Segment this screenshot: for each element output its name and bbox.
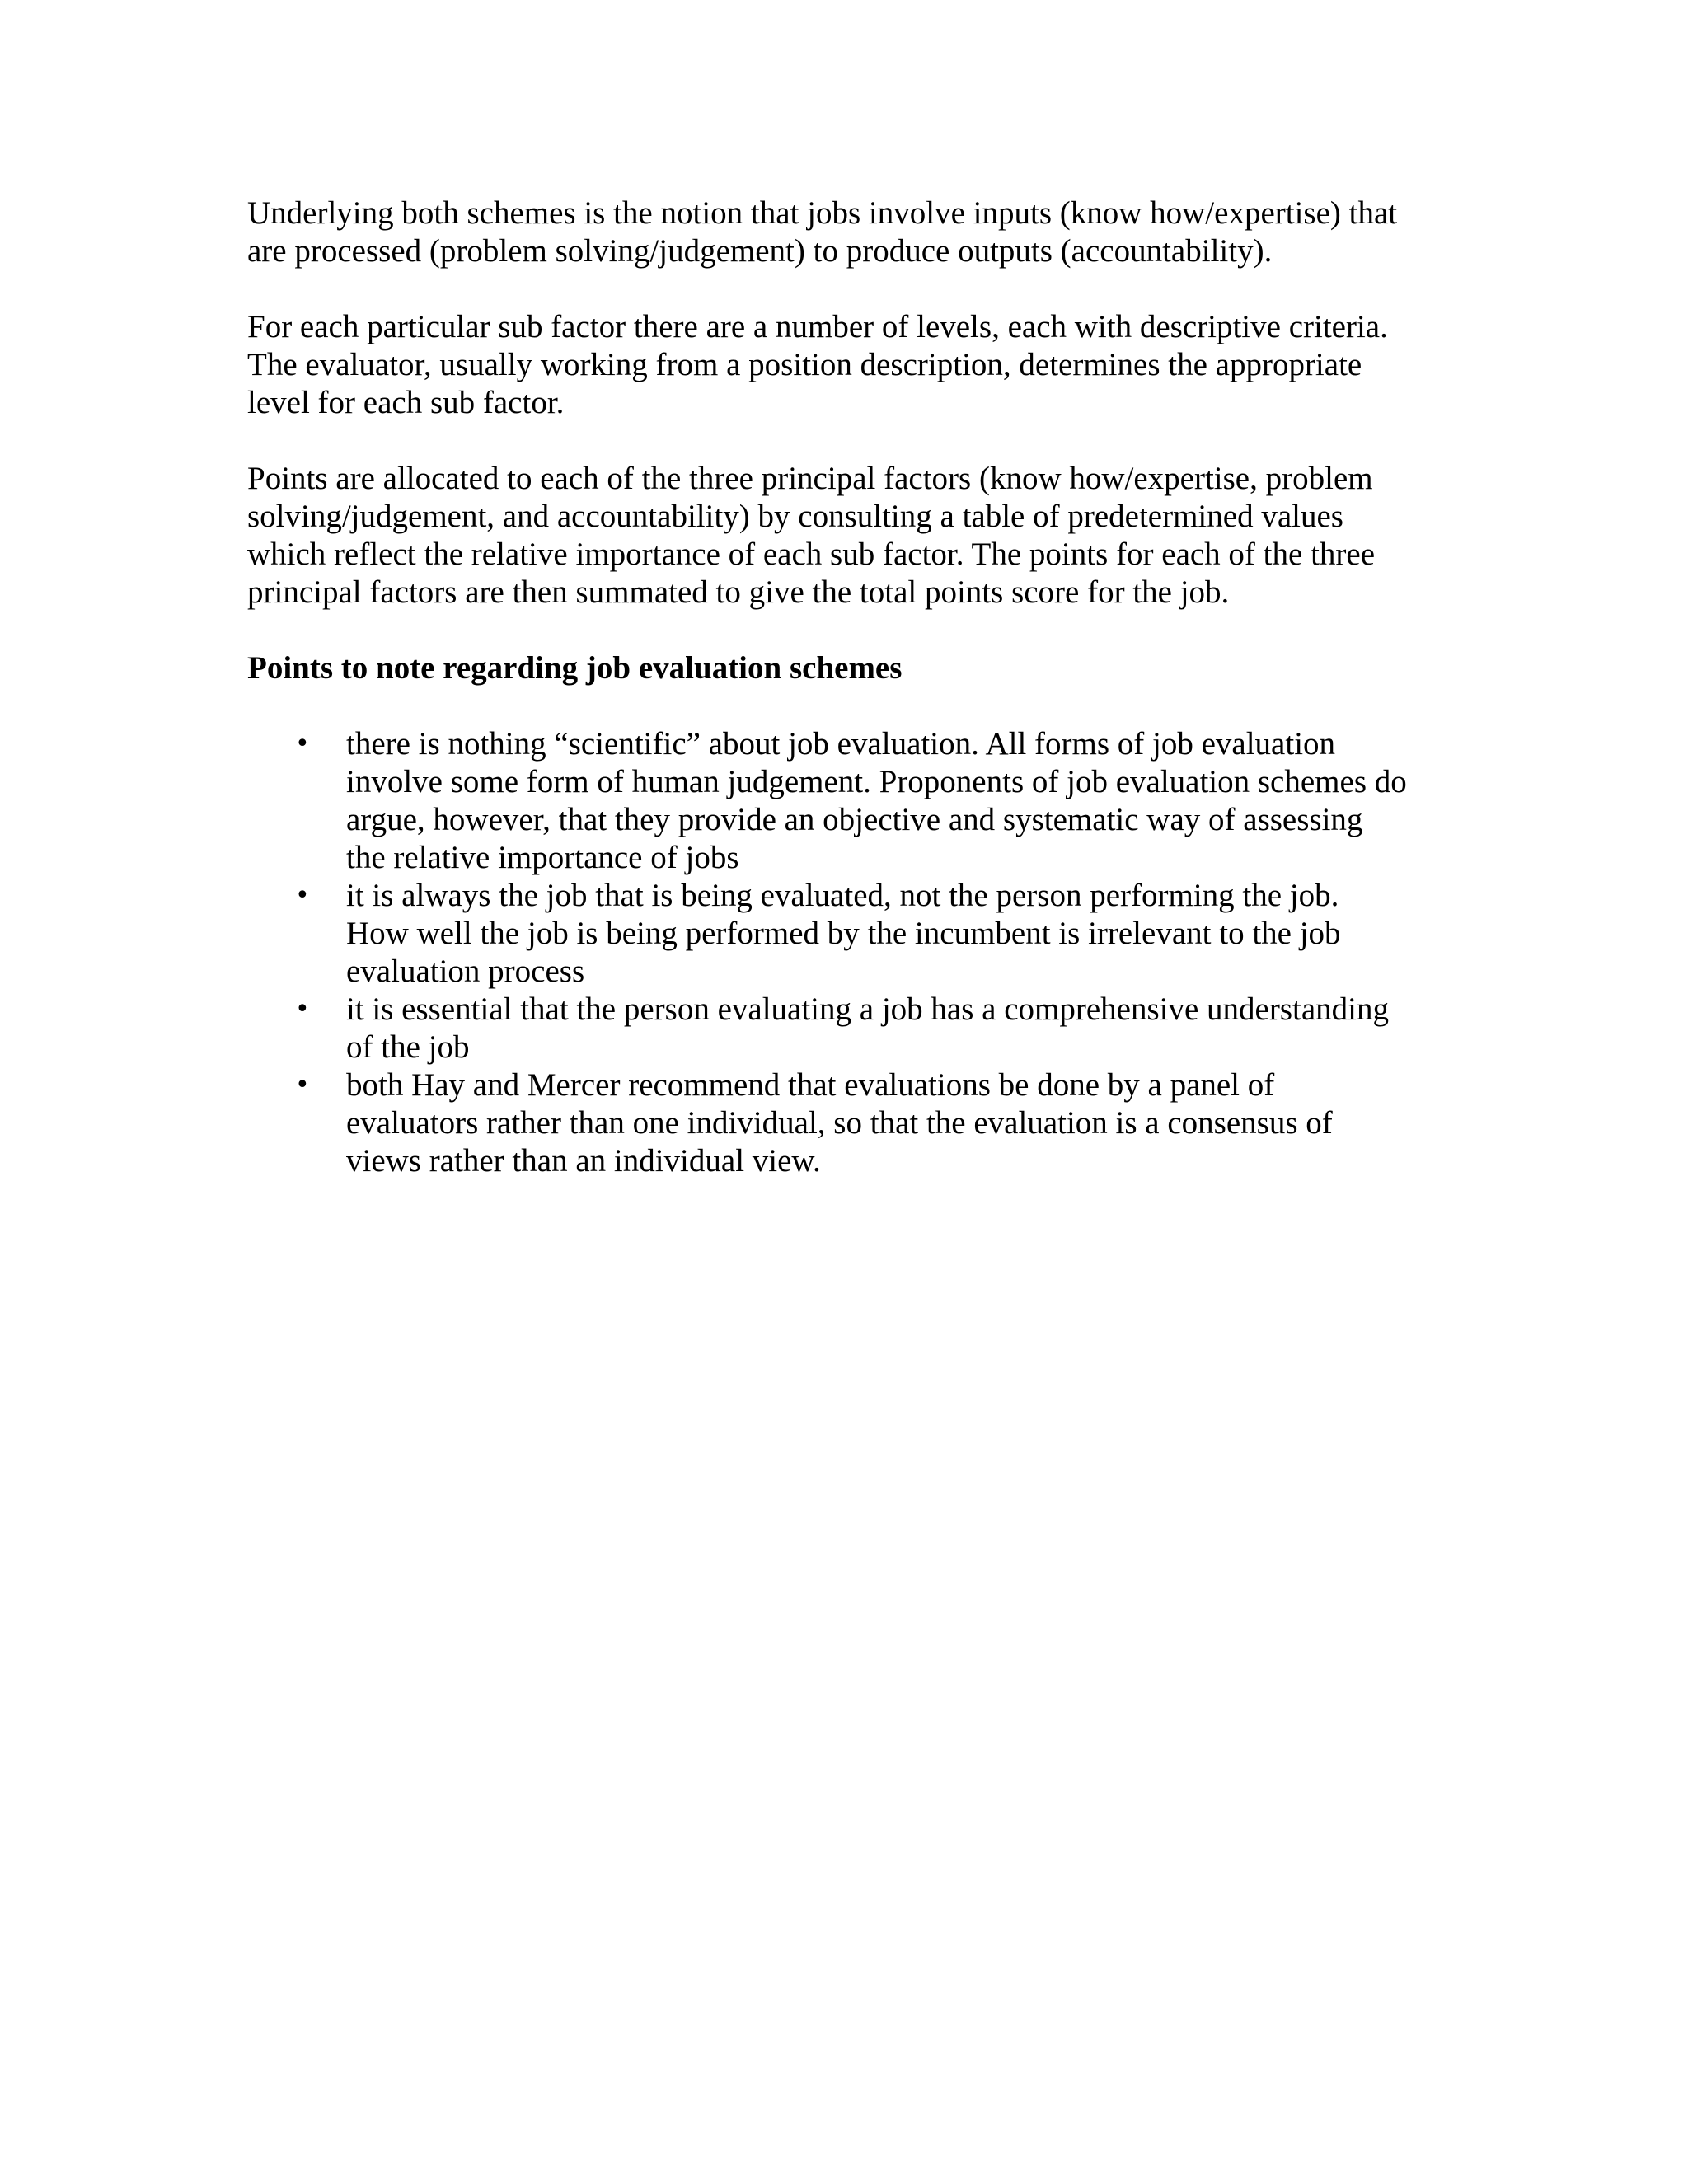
list-item-line: evaluators rather than one individual, so that the evaluation is a consensus of (346, 1105, 1333, 1141)
section-heading: Points to note regarding job evaluation schemes (247, 650, 903, 686)
list-item-line: argue, however, that they provide an objective and systematic way of assessing (346, 802, 1363, 837)
paragraph-line: principal factors are then summated to give the total points score for the job. (247, 574, 1230, 610)
paragraph-inputs-outputs (247, 194, 1451, 270)
list-item (247, 725, 1451, 877)
list-item-line: both Hay and Mercer recommend that evaluations be done by a panel of (346, 1067, 1275, 1103)
paragraph-sub-factor-levels (247, 308, 1451, 422)
list-item-line: views rather than an individual view. (346, 1143, 821, 1179)
list-item-line: involve some form of human judgement. Proponents of job evaluation schemes do (346, 764, 1407, 799)
paragraph-line: Underlying both schemes is the notion that jobs involve inputs (know how/expertise) that (247, 195, 1398, 231)
list-item-line: How well the job is being performed by the incumbent is irrelevant to the job (346, 916, 1341, 951)
paragraph-line: which reflect the relative importance of each sub factor. The points for each of the three (247, 537, 1376, 572)
list-item (247, 877, 1451, 991)
list-item (247, 991, 1451, 1066)
list-item (247, 1066, 1451, 1180)
bullet-icon: • (295, 995, 310, 1024)
paragraph-line: The evaluator, usually working from a position description, determines the appropriate (247, 347, 1362, 382)
list-item-line: there is nothing “scientific” about job evaluation. All forms of job evaluation (346, 726, 1336, 762)
bullet-list (247, 725, 1451, 1180)
document-body (247, 194, 1451, 1180)
paragraph-line: For each particular sub factor there are a number of levels, each with descriptive criteria. (247, 309, 1388, 344)
list-item-line: it is always the job that is being evaluated, not the person performing the job. (346, 878, 1339, 913)
list-item-line: it is essential that the person evaluating a job has a comprehensive understanding (346, 991, 1389, 1027)
paragraph-line: level for each sub factor. (247, 385, 565, 420)
list-item-line: of the job (346, 1029, 470, 1065)
list-item-line: the relative importance of jobs (346, 840, 739, 875)
paragraph-line: Points are allocated to each of the three principal factors (know how/expertise, problem (247, 461, 1373, 496)
list-item-line: evaluation process (346, 954, 585, 989)
bullet-icon: • (295, 729, 310, 758)
paragraph-line: solving/judgement, and accountability) by consulting a table of predetermined values (247, 499, 1343, 534)
paragraph-points-allocation (247, 460, 1451, 612)
bullet-icon: • (295, 1071, 310, 1099)
bullet-icon: • (295, 881, 310, 910)
paragraph-line: are processed (problem solving/judgement) to produce outputs (accountability). (247, 233, 1273, 269)
